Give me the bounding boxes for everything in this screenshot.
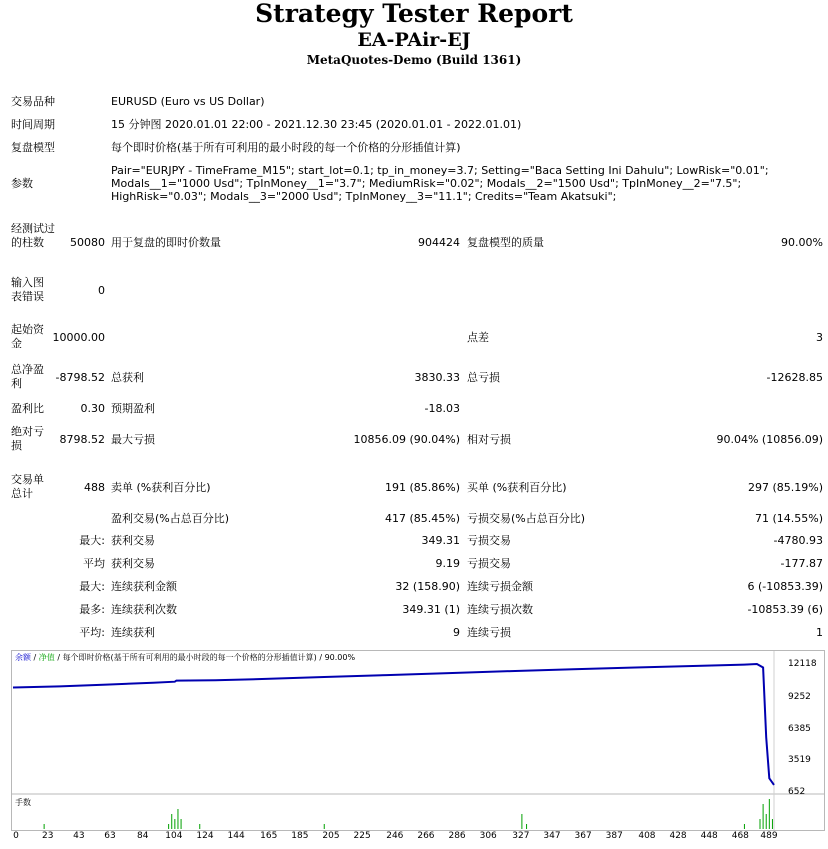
- net-label: 总净盈利: [11, 363, 44, 390]
- balance-line: [13, 664, 774, 785]
- gross-loss-label: 总亏损: [467, 371, 500, 384]
- x-tick-label: 306: [479, 831, 497, 841]
- max-dd-value: 10856.09 (90.04%): [353, 433, 460, 446]
- period-label: 时间周期: [11, 118, 55, 131]
- spread-label: 点差: [467, 331, 489, 344]
- payoff-label: 预期盈利: [111, 402, 155, 415]
- server-build: MetaQuotes-Demo (Build 1361): [306, 53, 522, 67]
- trades-value: 488: [84, 481, 105, 494]
- x-tick-label: 468: [731, 831, 749, 841]
- x-tick-label: 165: [260, 831, 278, 841]
- symbol-value: EURUSD (Euro vs US Dollar): [111, 95, 265, 108]
- x-tick-label: 347: [543, 831, 561, 841]
- params-line: HighRisk="0.03"; Modals__3="2000 Usd"; TpInMoney__3="11.1"; Credits="Team Akatsuki";: [111, 190, 617, 203]
- caption-model: / 每个即时价格(基于所有可利用的最小时段的每一个价格的分形插值计算) / 90.00%: [54, 653, 356, 662]
- quality-value: 90.00%: [781, 236, 823, 249]
- x-tick-label: 489: [760, 831, 778, 841]
- short-value: 191 (85.86%): [384, 481, 460, 494]
- largest-profit-label: 获利交易: [111, 534, 155, 547]
- abs-dd-value: 8798.52: [59, 433, 105, 446]
- profit-trades-value: 417 (85.45%): [384, 512, 460, 525]
- x-tick-label: 448: [700, 831, 718, 841]
- trades-label: 交易单总计: [11, 473, 44, 500]
- caption-separator: /: [31, 653, 39, 662]
- report-title: Strategy Tester Report: [255, 0, 573, 28]
- x-tick-label: 428: [669, 831, 687, 841]
- quality-label: 复盘模型的质量: [467, 236, 544, 249]
- params-line: Modals__1="1000 Usd"; TpInMoney__1="3.7"; MediumRisk="0.02"; Modals__2="1500 Usd"; TpInMoney__2="7.5";: [111, 177, 742, 190]
- params-label: 参数: [11, 177, 33, 190]
- x-tick-label: 124: [196, 831, 214, 841]
- long-value: 297 (85.19%): [747, 481, 823, 494]
- caption-balance: 余额: [15, 653, 31, 662]
- avg-profit-label: 获利交易: [111, 557, 155, 570]
- volume-label: 手数: [15, 798, 31, 807]
- y-tick-label: 3519: [788, 755, 811, 765]
- x-tick-label: 43: [73, 831, 85, 841]
- avg-consec-wins-label: 连续获利: [111, 626, 155, 639]
- short-label: 卖单 (%获利百分比): [111, 481, 211, 494]
- avg-consec-losses-value: 1: [816, 626, 823, 639]
- x-tick-label: 0: [13, 831, 19, 841]
- symbol-label: 交易品种: [11, 95, 55, 108]
- bars-label: 经测试过的柱数: [11, 222, 55, 249]
- abs-dd-label: 绝对亏损: [11, 425, 44, 452]
- avg2-label: 平均:: [79, 626, 105, 639]
- loss-trades-value: 71 (14.55%): [754, 512, 823, 525]
- x-tick-label: 266: [417, 831, 435, 841]
- x-tick-label: 327: [512, 831, 530, 841]
- spread-value: 3: [816, 331, 823, 344]
- rel-dd-label: 相对亏损: [467, 433, 511, 446]
- max-consec-profit-label: 连续获利次数: [111, 603, 177, 616]
- largest-label: 最大:: [79, 534, 105, 547]
- caption-equity: 净值: [38, 653, 55, 662]
- y-tick-label: 9252: [788, 692, 811, 702]
- x-tick-label: 408: [638, 831, 656, 841]
- ticks-label: 用于复盘的即时价数量: [111, 236, 221, 249]
- profit-trades-label: 盈利交易(%占总百分比): [111, 512, 230, 525]
- max1-label: 最大:: [79, 580, 105, 593]
- rel-dd-value: 90.04% (10856.09): [716, 433, 823, 446]
- bars-value: 50080: [70, 236, 105, 249]
- payoff-value: -18.03: [424, 402, 460, 415]
- ea-name: EA-PAir-EJ: [357, 29, 471, 51]
- max-consec-losses-money-value: 6 (-10853.39): [747, 580, 823, 593]
- balance-chart: [11, 650, 825, 831]
- y-tick-label: 12118: [788, 659, 817, 669]
- x-tick-label: 185: [291, 831, 309, 841]
- errors-value: 0: [98, 284, 105, 297]
- max-consec-loss-value: -10853.39 (6): [747, 603, 823, 616]
- x-tick-label: 144: [227, 831, 245, 841]
- x-tick-label: 23: [42, 831, 54, 841]
- largest-profit-value: 349.31: [421, 534, 460, 547]
- chart-canvas: [12, 651, 824, 830]
- largest-loss-label: 亏损交易: [467, 534, 511, 547]
- avg-consec-losses-label: 连续亏损: [467, 626, 511, 639]
- max-consec-loss-label: 连续亏损次数: [467, 603, 533, 616]
- max-consec-wins-money-label: 连续获利金额: [111, 580, 177, 593]
- x-tick-label: 63: [104, 831, 116, 841]
- pf-label: 盈利比: [11, 402, 44, 415]
- max-consec-profit-value: 349.31 (1): [402, 603, 460, 616]
- x-tick-label: 367: [574, 831, 592, 841]
- chart-caption: [15, 653, 355, 663]
- average-label: 平均: [83, 557, 105, 570]
- gross-profit-label: 总获利: [111, 371, 144, 384]
- x-tick-label: 387: [605, 831, 623, 841]
- avg-loss-label: 亏损交易: [467, 557, 511, 570]
- gross-loss-value: -12628.85: [766, 371, 823, 384]
- model-label: 复盘模型: [11, 141, 55, 154]
- max2-label: 最多:: [79, 603, 105, 616]
- deposit-value: 10000.00: [52, 331, 105, 344]
- avg-loss-value: -177.87: [780, 557, 823, 570]
- pf-value: 0.30: [80, 402, 105, 415]
- max-consec-wins-money-value: 32 (158.90): [395, 580, 460, 593]
- params-line: Pair="EURJPY - TimeFrame_M15"; start_lot=0.1; tp_in_money=3.7; Setting="Baca Setting Ini Dahulu"; LowRisk="0.01";: [111, 164, 769, 177]
- x-tick-label: 84: [136, 831, 149, 841]
- y-tick-label: 652: [788, 787, 806, 797]
- gross-profit-value: 3830.33: [414, 371, 460, 384]
- avg-consec-wins-value: 9: [453, 626, 460, 639]
- period-value: 15 分钟图 2020.01.01 22:00 - 2021.12.30 23:45 (2020.01.01 - 2022.01.01): [111, 118, 522, 131]
- x-tick-label: 286: [448, 831, 466, 841]
- deposit-label: 起始资金: [11, 323, 44, 350]
- x-tick-label: 246: [386, 831, 404, 841]
- errors-label: 输入图表错误: [11, 276, 44, 303]
- x-tick-label: 225: [353, 831, 371, 841]
- max-dd-label: 最大亏损: [111, 433, 155, 446]
- largest-loss-value: -4780.93: [773, 534, 823, 547]
- params-value: [111, 164, 811, 203]
- max-consec-losses-money-label: 连续亏损金额: [467, 580, 533, 593]
- avg-profit-value: 9.19: [435, 557, 460, 570]
- loss-trades-label: 亏损交易(%占总百分比): [467, 512, 586, 525]
- model-value: 每个即时价格(基于所有可利用的最小时段的每一个价格的分形插值计算): [111, 141, 461, 154]
- x-tick-label: 104: [165, 831, 183, 841]
- long-label: 买单 (%获利百分比): [467, 481, 567, 494]
- x-tick-label: 205: [322, 831, 340, 841]
- ticks-value: 904424: [418, 236, 460, 249]
- y-tick-label: 6385: [788, 724, 811, 734]
- net-value: -8798.52: [55, 371, 105, 384]
